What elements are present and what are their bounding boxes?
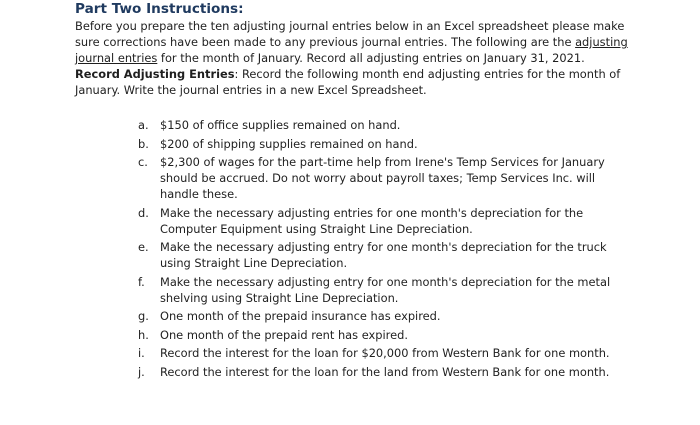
list-marker: c. [138,155,148,169]
document-body [75,0,635,98]
list-item [138,364,628,380]
list-marker: j. [138,364,145,379]
adjusting-journal-entries-link[interactable]: adjusting journal entries [75,35,628,65]
record-label: Record Adjusting Entries [75,67,235,81]
intro-text-after: for the month of January. Record all adjusting entries on January 31, 2021. [157,51,585,65]
intro-text-before: Before you prepare the ten adjusting journal entries below in an Excel spreadsheet please make sure corrections have been made to any previous journal entries. The following are the [75,19,625,49]
record-paragraph [75,66,635,98]
list-item-text: Record the interest for the loan for $20,000 from Western Bank for one month. [160,346,610,360]
list-marker: g. [138,309,149,323]
list-item [138,205,628,237]
list-item-text: $2,300 of wages for the part-time help from Irene's Temp Services for January should be accrued. Do not worry about payroll taxes; Temp Services Inc. will handle these. [160,155,605,201]
section-heading-colon: : [238,1,244,17]
list-item [138,327,628,343]
list-item [138,345,628,361]
list-item [138,154,628,202]
list-item-text: $150 of office supplies remained on hand. [160,118,401,132]
list-item-text: Make the necessary adjusting entries for one month's depreciation for the Computer Equipment using Straight Line Depreciation. [160,205,584,236]
list-item-text: Make the necessary adjusting entry for one month's depreciation for the metal shelving using Straight Line Depreciation. [160,274,611,305]
intro-paragraph [75,18,635,66]
section-heading [75,0,635,18]
list-marker: e. [138,240,149,254]
list-item [138,308,628,324]
list-marker: f. [138,274,145,289]
list-marker: h. [138,327,149,342]
list-item-text: Make the necessary adjusting entry for one month's depreciation for the truck using Straight Line Depreciation. [160,240,607,270]
list-item [138,117,628,133]
adjusting-entries-list [138,117,628,382]
list-item-text: One month of the prepaid insurance has expired. [160,309,441,323]
list-item-text: Record the interest for the loan for the land from Western Bank for one month. [160,364,610,379]
section-heading-text: Part Two Instructions [75,1,239,17]
record-text: : Record the following month end adjusting entries for the month of January. Write the journal entries in a new Excel Spreadsheet. [75,67,621,97]
list-item-text: One month of the prepaid rent has expired. [160,327,408,342]
list-item-text: $200 of shipping supplies remained on hand. [160,136,418,151]
list-item [138,274,628,306]
list-marker: a. [138,118,149,132]
list-item [138,136,628,152]
list-marker: b. [138,136,149,151]
list-marker: i. [138,346,145,360]
list-item [138,239,628,271]
list-marker: d. [138,205,149,220]
